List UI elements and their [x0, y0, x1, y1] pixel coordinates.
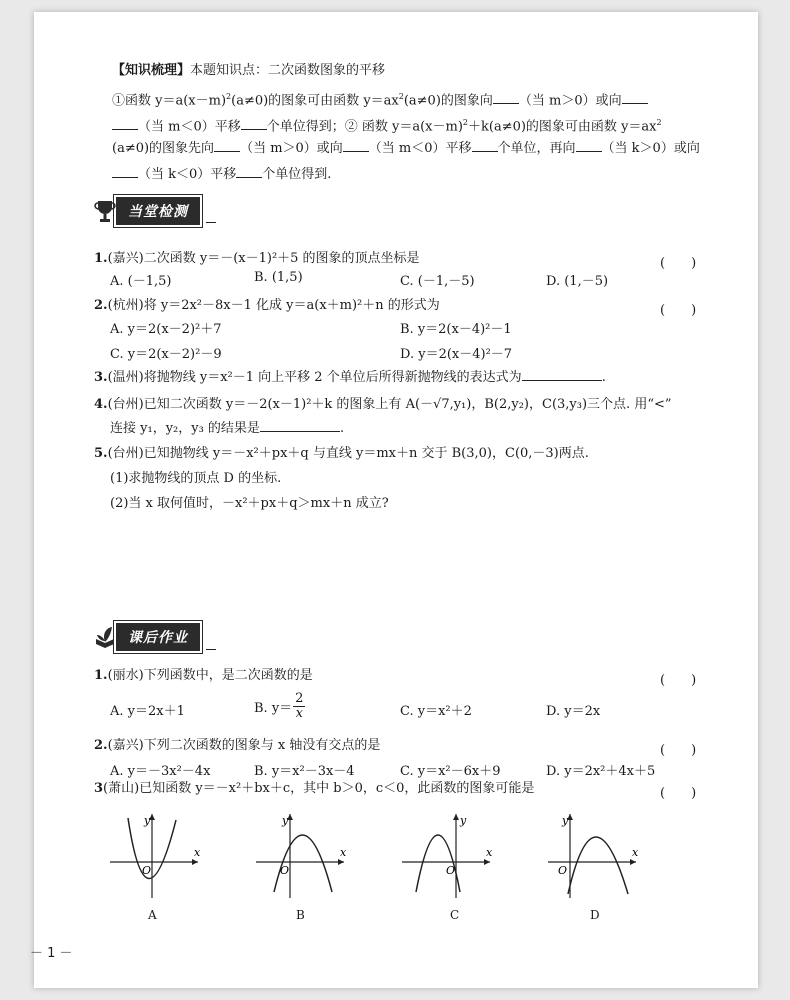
option-d[interactable]: D. y＝2x: [546, 704, 601, 719]
question-number: 2.: [94, 738, 108, 753]
homework-2: [94, 733, 380, 759]
text: （当 m＜0）平移: [368, 141, 472, 156]
trophy-icon: [94, 198, 116, 224]
fill-blank[interactable]: [493, 89, 519, 104]
graph-label-b: B: [296, 908, 305, 922]
y-axis-label: y: [460, 814, 467, 827]
knowledge-title: 本题知识点：二次函数图象的平移: [190, 63, 386, 78]
answer-paren[interactable]: ( ): [660, 256, 697, 271]
worksheet-page: [30, 12, 758, 988]
fill-blank[interactable]: [241, 115, 267, 130]
option-d[interactable]: D. y＝2(x－4)²－7: [400, 347, 513, 362]
text: 个单位得到；② 函数 y＝a(x－m): [266, 119, 463, 135]
option-c[interactable]: C. y＝x²＋2: [400, 704, 472, 719]
text: 个单位得到.: [262, 167, 332, 182]
answer-paren[interactable]: ( ): [660, 786, 697, 801]
question-1: [94, 246, 420, 272]
option-b[interactable]: B. y＝2(x－4)²－1: [400, 322, 512, 337]
origin-label: O: [280, 864, 290, 877]
text: （当 m＜0）平移: [138, 119, 241, 135]
text: (a≠0)的图象向: [403, 93, 493, 109]
fill-blank[interactable]: [472, 137, 498, 152]
question-5-part-2: (2)当 x 取何值时，－x²＋px＋q＞mx＋n 成立?: [110, 496, 389, 511]
knowledge-tag: 【知识梳理】: [112, 63, 191, 78]
option-b[interactable]: B. (1,5): [254, 270, 303, 285]
option-b-prefix: B. y＝: [254, 701, 293, 716]
answer-paren[interactable]: ( ): [660, 303, 697, 318]
option-c[interactable]: C. (－1,－5): [400, 274, 475, 289]
knowledge-line-1: ①函数 $y=a(x-m)^2(a\ne 0)$的图象可由函数 $y=ax^2(a\ne 0)$的图象向 （当 m＞0）或向: [112, 84, 648, 114]
question-5-part-1: (1)求抛物线的顶点 D 的坐标.: [110, 471, 282, 486]
text: (a≠0)的图象先向: [112, 141, 215, 156]
text: （当 m＞0）或向: [518, 93, 622, 109]
option-c[interactable]: C. y＝x²－6x＋9: [400, 764, 501, 779]
graph-option-c[interactable]: [398, 808, 494, 900]
question-text: (丽水)下列函数中，是二次函数的是: [107, 668, 313, 683]
graph-option-d[interactable]: [544, 808, 640, 900]
answer-blank[interactable]: [522, 366, 602, 381]
question-text: (台州)已知抛物线 y＝－x²＋px＋q 与直线 y＝mx＋n 交于 B(3,0)，C(0,－3)两点.: [107, 446, 589, 461]
divider: [206, 649, 216, 650]
text: ①函数 y＝a(x－m): [112, 93, 227, 109]
x-axis-label: x: [340, 846, 347, 859]
origin-label: O: [558, 864, 568, 877]
question-number: 1.: [94, 251, 108, 266]
text: (a≠0)的图象可由函数 y＝ax: [231, 93, 399, 109]
text: 个单位，再向: [497, 141, 576, 156]
section-title: 课后作业: [116, 623, 200, 651]
question-text: (台州)已知二次函数 y＝－2(x－1)²＋k 的图象上有 A(－√7,y₁)，B(2,y₂)，C(3,y₃)三个点. 用“<”: [107, 397, 672, 412]
text: （当 k＞0）或向: [601, 141, 700, 156]
section-title: 当堂检测: [116, 197, 200, 225]
y-axis-label: y: [144, 814, 151, 827]
question-text: (温州)将抛物线 y＝x²－1 向上平移 2 个单位后所得新抛物线的表达式为: [107, 370, 522, 385]
question-number: 3: [94, 781, 104, 796]
question-text: (萧山)已知函数 y＝－x²＋bx＋c，其中 b＞0，c＜0，此函数的图象可能是: [103, 781, 535, 796]
graph-label-c: C: [450, 908, 460, 922]
text: （当 m＞0）或向: [240, 141, 343, 156]
question-3: 3.(温州)将抛物线 y＝x²－1 向上平移 2 个单位后所得新抛物线的表达式为 .: [94, 365, 606, 391]
question-number: 5.: [94, 446, 108, 461]
graph-option-a[interactable]: [106, 808, 202, 900]
option-b[interactable]: B. y＝x²－3x－4: [254, 764, 355, 779]
fill-blank[interactable]: [112, 115, 138, 130]
question-text: 连接 y₁，y₂，y₃ 的结果是: [110, 421, 260, 436]
fraction-denominator: x: [295, 706, 303, 721]
question-4-line-2: 连接 y₁，y₂，y₃ 的结果是 .: [110, 416, 344, 442]
x-axis-label: x: [632, 846, 639, 859]
y-axis-label: y: [282, 814, 289, 827]
option-a[interactable]: A. y＝2x＋1: [110, 704, 185, 719]
homework-1: [94, 663, 313, 689]
x-axis-label: x: [194, 846, 201, 859]
option-a[interactable]: A. y＝－3x²－4x: [110, 764, 211, 779]
option-a[interactable]: A. (－1,5): [110, 274, 172, 289]
x-axis-label: x: [486, 846, 493, 859]
option-a[interactable]: A. y＝2(x－2)²＋7: [110, 322, 222, 337]
option-c[interactable]: C. y＝2(x－2)²－9: [110, 347, 222, 362]
section-banner-in-class: [94, 198, 200, 224]
question-5: [94, 441, 589, 467]
question-number: 4.: [94, 397, 108, 412]
origin-label: O: [142, 864, 152, 877]
answer-paren[interactable]: ( ): [660, 743, 697, 758]
fill-blank[interactable]: [112, 163, 138, 178]
option-b[interactable]: [254, 692, 305, 721]
graph-label-d: D: [590, 908, 600, 922]
knowledge-title-line: [112, 58, 385, 84]
y-axis-label: y: [562, 814, 569, 827]
fill-blank[interactable]: [214, 137, 240, 152]
text: （当 k＜0）平移: [138, 167, 237, 182]
option-d[interactable]: D. (1,－5): [546, 274, 609, 289]
page-number: － 1 －: [30, 946, 73, 961]
section-banner-homework: [94, 624, 200, 650]
answer-paren[interactable]: ( ): [660, 673, 697, 688]
question-2: [94, 293, 440, 319]
question-number: 1.: [94, 668, 108, 683]
fill-blank[interactable]: [622, 89, 648, 104]
homework-3: [94, 776, 534, 802]
answer-blank[interactable]: [260, 417, 340, 432]
knowledge-line-3: [112, 136, 700, 162]
question-number: 3.: [94, 370, 108, 385]
divider: [206, 222, 216, 223]
origin-label: O: [446, 864, 456, 877]
question-text: (杭州)将 y＝2x²－8x－1 化成 y＝a(x＋m)²＋n 的形式为: [107, 298, 440, 313]
graph-option-b[interactable]: [252, 808, 348, 900]
book-leaf-icon: [94, 624, 116, 650]
option-d[interactable]: D. y＝2x²＋4x＋5: [546, 764, 656, 779]
fraction-numerator: 2: [295, 691, 304, 706]
text: ＋k(a≠0)的图象可由函数 y＝ax: [468, 119, 657, 135]
question-text: (嘉兴)二次函数 y＝－(x－1)²＋5 的图象的顶点坐标是: [107, 251, 420, 266]
knowledge-line-2: （当 m＜0）平移 个单位得到；② 函数 $y=a(x-m)^2+k(a\ne 0)$的图象可由函数 $y=ax^2$: [112, 110, 662, 140]
fill-blank[interactable]: [576, 137, 602, 152]
question-4: [94, 392, 672, 418]
knowledge-line-4: [112, 162, 331, 188]
fill-blank[interactable]: [236, 163, 262, 178]
graph-label-a: A: [148, 908, 157, 922]
fill-blank[interactable]: [343, 137, 369, 152]
question-number: 2.: [94, 298, 108, 313]
fraction: [293, 692, 305, 721]
question-text: (嘉兴)下列二次函数的图象与 x 轴没有交点的是: [107, 738, 381, 753]
